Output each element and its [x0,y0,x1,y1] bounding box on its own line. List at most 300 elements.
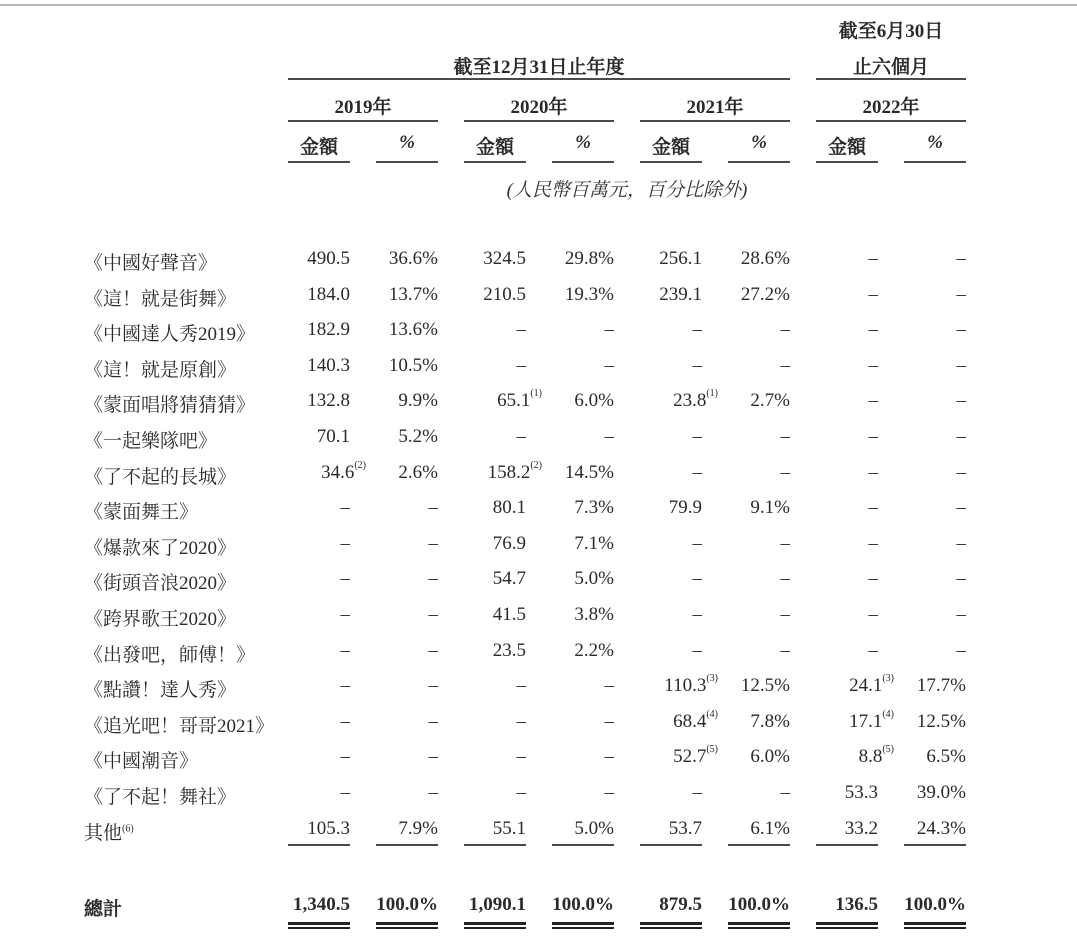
cell-value: – [692,319,702,341]
amount-cell [640,248,702,270]
total-double-rule [288,922,350,929]
cell-value: – [868,426,878,447]
amount-cell [640,462,702,484]
cell-value: 17.1 [849,710,883,732]
fiscal-year-group-header: 截至12月31日止年度 [453,57,625,78]
total-amount-2021: 879.5 [659,894,702,915]
cell-value: – [868,639,878,661]
cell-value: 140.3 [307,354,350,376]
footnote-marker: (3) [706,673,718,685]
percent-cell [904,533,966,555]
subtotal-rule [288,844,350,846]
percent-cell [728,568,790,590]
percent-cell [376,462,438,484]
percent-cell [904,568,966,590]
table-row [0,812,1077,846]
percent-cell [552,782,614,804]
row-label [84,319,255,346]
amount-cell [464,248,526,270]
cell-value: – [340,782,350,803]
cell-value: 10.5% [388,354,438,376]
cell-value: 65.1 [497,390,531,412]
row-label-text: 《了不起！舞社》 [84,787,237,808]
percent-cell [552,746,614,768]
amount-cell [816,604,878,626]
percent-cell [904,640,966,662]
amount-cell [464,782,526,804]
amount-cell [288,640,350,662]
cell-value: – [956,319,966,341]
cell-value: 182.9 [307,319,350,341]
cell-value: – [692,426,702,447]
amount-cell [464,640,526,662]
cell-value: – [780,639,790,661]
amount-cell [288,604,350,626]
amount-cell [288,319,350,341]
footnote-marker: (1) [706,388,718,400]
cell-value: – [780,782,790,803]
percent-cell [904,746,966,768]
cell-value: – [692,461,702,483]
cell-value: – [956,248,966,269]
cell-value: – [516,675,526,697]
percent-cell [552,675,614,697]
cell-value: – [868,319,878,341]
footnote-marker: (2) [530,459,542,471]
amount-cell [640,675,718,697]
year-header-2022: 2022年 [862,97,920,118]
subtotal-rule [552,844,614,846]
cell-value: – [340,497,350,519]
table-row [0,669,1077,703]
percent-cell [728,355,790,377]
total-amount-2019: 1,340.5 [293,894,350,915]
percent-cell [728,818,790,840]
percent-cell [728,284,790,306]
amount-cell [288,459,366,484]
table-row [0,242,1077,276]
cell-value: – [340,639,350,661]
column-header-percent: % [575,132,591,153]
row-label [84,711,274,738]
amount-cell [816,426,878,448]
percent-cell [904,355,966,377]
amount-cell [288,426,350,448]
cell-value: – [780,604,790,625]
percent-cell [904,782,966,804]
cell-value: – [956,426,966,447]
cell-value: 34.6 [321,461,355,483]
amount-cell [816,568,878,590]
percent-cell [376,568,438,590]
cell-value: 70.1 [316,426,350,447]
cell-value: 110.3 [664,675,707,697]
cell-value: 105.3 [307,817,350,839]
cell-value: – [868,354,878,376]
amount-cell [464,355,526,377]
cell-value: – [428,604,438,625]
row-label [84,462,236,489]
percent-cell [552,604,614,626]
cell-value: 9.9% [398,390,438,412]
amount-cell [464,711,526,733]
amount-cell [816,782,878,804]
column-header-percent: % [751,132,767,153]
cell-value: – [956,497,966,519]
cell-value: 28.6% [740,248,790,269]
percent-cell [904,248,966,270]
column-header-rule [376,161,438,163]
cell-value: 6.0% [750,746,790,768]
percent-cell [376,390,438,412]
amount-cell [816,390,878,412]
row-label-text: 《街頭音浪2020》 [84,573,237,595]
percent-cell [552,711,614,733]
cell-value: 41.5 [492,604,526,625]
column-header-rule [464,161,526,163]
cell-value: – [428,675,438,697]
percent-cell [552,248,614,270]
amount-cell [816,640,878,662]
row-label-text: 《出發吧，師傅！》 [84,644,256,666]
year-rule [816,120,966,122]
year-header-2021: 2021年 [686,97,744,118]
cell-value: 19.3% [564,283,614,305]
percent-cell [728,604,790,626]
percent-cell [728,640,790,662]
percent-cell [552,390,614,412]
cell-value: – [428,639,438,661]
percent-cell [552,818,614,840]
units-note: (人民幣百萬元，百分比除外) [506,180,748,201]
footnote-marker: (2) [354,459,366,471]
amount-cell [640,746,718,768]
amount-cell [288,782,350,804]
cell-value: – [340,710,350,732]
row-label [84,818,134,845]
cell-value: 29.8% [564,248,614,269]
cell-value: – [428,746,438,768]
amount-cell [464,390,542,412]
amount-cell [640,708,718,733]
amount-cell [288,533,350,555]
percent-cell [728,462,790,484]
cell-value: 158.2 [487,461,531,483]
column-header-rule [728,161,790,163]
cell-value: – [956,639,966,661]
amount-cell [288,284,350,306]
cell-value: 68.4 [673,710,707,732]
row-label-text: 《中國好聲音》 [84,253,218,274]
cell-value: – [604,319,614,341]
footnote-marker: (4) [706,708,718,720]
cell-value: 184.0 [307,283,350,305]
amount-cell [640,533,702,555]
table-row [0,634,1077,668]
cell-value: 9.1% [750,497,790,519]
cell-value: 132.8 [307,390,350,412]
total-percent-2022: 100.0% [904,894,966,915]
cell-value: 7.1% [574,532,614,554]
percent-cell [552,462,614,484]
total-percent-2019: 100.0% [376,894,438,915]
cell-value: 2.2% [574,639,614,661]
amount-cell [640,355,702,377]
cell-value: – [780,354,790,376]
column-header-percent: % [927,132,943,153]
row-label [84,390,255,417]
table-row [0,740,1077,774]
percent-cell [552,284,614,306]
percent-cell [904,390,966,412]
total-double-rule [904,922,966,929]
half-year-group-header-line2: 止六個月 [852,57,929,78]
row-label [84,248,217,275]
column-header-amount: 金額 [827,137,866,158]
amount-cell [640,782,702,804]
cell-value: 53.3 [844,782,878,803]
cell-value: – [516,782,526,803]
cell-value: – [780,319,790,341]
total-row [0,888,1077,922]
table-row [0,456,1077,490]
amount-cell [640,604,702,626]
total-double-rule [640,922,702,929]
cell-value: – [604,746,614,768]
percent-cell [376,675,438,697]
total-percent-2021: 100.0% [728,894,790,915]
cell-value: 3.8% [574,604,614,625]
cell-value: – [428,532,438,554]
amount-cell [816,675,894,697]
row-label-text: 《蒙面唱將猜猜猜》 [84,395,256,417]
cell-value: – [868,248,878,269]
amount-cell [464,604,526,626]
cell-value: 7.9% [398,817,438,839]
column-header-rule [640,161,702,163]
amount-cell [464,746,526,768]
row-label [84,640,255,667]
cell-value: – [604,675,614,697]
row-label-text: 《蒙面舞王》 [84,502,199,524]
amount-cell [816,284,878,306]
cell-value: – [516,354,526,376]
percent-cell [904,818,966,840]
percent-cell [552,497,614,519]
cell-value: 2.7% [750,390,790,412]
footnote-marker: (6) [122,823,134,835]
cell-value: 239.1 [659,283,702,305]
row-label-text: 《爆款來了2020》 [84,537,237,559]
cell-value: – [780,426,790,447]
amount-cell [464,284,526,306]
cell-value: – [428,710,438,732]
cell-value: 52.7 [673,746,707,768]
cell-value: – [692,354,702,376]
footnote-marker: (5) [882,744,894,756]
footnote-marker: (5) [706,744,718,756]
cell-value: – [692,639,702,661]
row-label-text: 《追光吧！哥哥2021》 [84,715,275,737]
percent-cell [904,497,966,519]
cell-value: 12.5% [740,675,790,697]
percent-cell [376,426,438,448]
subtotal-rule [376,844,438,846]
percent-cell [376,497,438,519]
amount-cell [288,390,350,412]
percent-cell [552,640,614,662]
cell-value: 2.6% [398,461,438,483]
row-label [84,746,198,773]
cell-value: 8.8 [858,746,883,768]
table-row [0,278,1077,312]
percent-cell [728,248,790,270]
amount-cell [816,248,878,270]
column-header-amount: 金額 [299,137,338,158]
percent-cell [904,604,966,626]
cell-value: 14.5% [564,461,614,483]
cell-value: 256.1 [659,248,702,269]
cell-value: – [868,532,878,554]
amount-cell [288,497,350,519]
total-double-rule [728,922,790,929]
percent-cell [376,640,438,662]
percent-cell [376,604,438,626]
cell-value: 324.5 [483,248,526,269]
row-label-text: 《這！就是街舞》 [84,288,237,310]
cell-value: 7.8% [750,710,790,732]
cell-value: 6.5% [926,746,966,768]
percent-cell [904,284,966,306]
cell-value: – [868,497,878,519]
percent-cell [904,711,966,733]
row-label [84,782,236,809]
year-header-2019: 2019年 [334,97,392,118]
cell-value: 490.5 [307,248,350,269]
total-label: 總計 [84,899,123,920]
cell-value: – [956,532,966,554]
percent-cell [728,711,790,733]
subtotal-rule [904,844,966,846]
amount-cell [816,818,878,840]
subtotal-rule [464,844,526,846]
cell-value: 23.8 [673,390,707,412]
cell-value: 80.1 [492,497,526,519]
total-double-rule [376,922,438,929]
percent-cell [728,675,790,697]
subtotal-rule [728,844,790,846]
percent-cell [728,746,790,768]
column-header-rule [816,161,878,163]
cell-value: 33.2 [844,817,878,839]
cell-value: 39.0% [916,782,966,803]
cell-value: – [956,604,966,625]
cell-value: 24.1 [849,675,883,697]
table-row [0,705,1077,739]
percent-cell [376,746,438,768]
row-label [84,533,236,560]
amount-cell [816,708,894,733]
cell-value: – [428,568,438,590]
table-row [0,598,1077,632]
table-row [0,491,1077,525]
cell-value: 13.6% [388,319,438,341]
total-double-rule [464,922,526,929]
cell-value: – [868,568,878,590]
year-header-2020: 2020年 [510,97,568,118]
row-label-text: 《了不起的長城》 [84,466,237,488]
cell-value: 210.5 [483,283,526,305]
column-header-amount: 金額 [475,137,514,158]
cell-value: – [340,532,350,554]
top-divider [0,4,1077,6]
cell-value: – [868,283,878,305]
amount-cell [464,568,526,590]
amount-cell [640,319,702,341]
group-rule-h1 [816,78,966,80]
cell-value: – [868,390,878,412]
cell-value: – [692,604,702,625]
total-amount-2020: 1,090.1 [469,894,526,915]
subtotal-rule [640,844,702,846]
table-row [0,776,1077,810]
cell-value: – [428,497,438,519]
cell-value: – [428,782,438,803]
percent-cell [552,568,614,590]
cell-value: 36.6% [388,248,438,269]
amount-cell [640,640,702,662]
amount-cell [288,711,350,733]
percent-cell [728,426,790,448]
half-year-group-header-line1: 截至6月30日 [838,21,944,42]
cell-value: 24.3% [916,817,966,839]
cell-value: – [780,461,790,483]
row-label [84,284,236,311]
column-header-percent: % [399,132,415,153]
cell-value: – [692,568,702,590]
cell-value: – [516,319,526,341]
cell-value: – [692,532,702,554]
row-label [84,675,236,702]
total-amount-2022: 136.5 [835,894,878,915]
cell-value: 12.5% [916,710,966,732]
percent-cell [552,355,614,377]
amount-cell [464,497,526,519]
cell-value: – [340,604,350,625]
percent-cell [376,711,438,733]
total-percent-2020: 100.0% [552,894,614,915]
amount-cell [288,746,350,768]
percent-cell [376,319,438,341]
row-label-text: 《點讚！達人秀》 [84,680,237,702]
year-rule [288,120,438,122]
total-double-rule [816,922,878,929]
percent-cell [728,390,790,412]
cell-value: 17.7% [916,675,966,697]
cell-value: 79.9 [668,497,702,519]
amount-cell [640,390,718,412]
cell-value: 76.9 [492,532,526,554]
percent-cell [376,533,438,555]
row-label-text: 《中國潮音》 [84,751,199,773]
percent-cell [904,319,966,341]
cell-value: 5.2% [398,426,438,447]
row-label [84,568,236,595]
amount-cell [464,459,542,484]
group-rule-fy [288,78,790,80]
row-label-text: 《跨界歌王2020》 [84,609,237,630]
percent-cell [728,533,790,555]
